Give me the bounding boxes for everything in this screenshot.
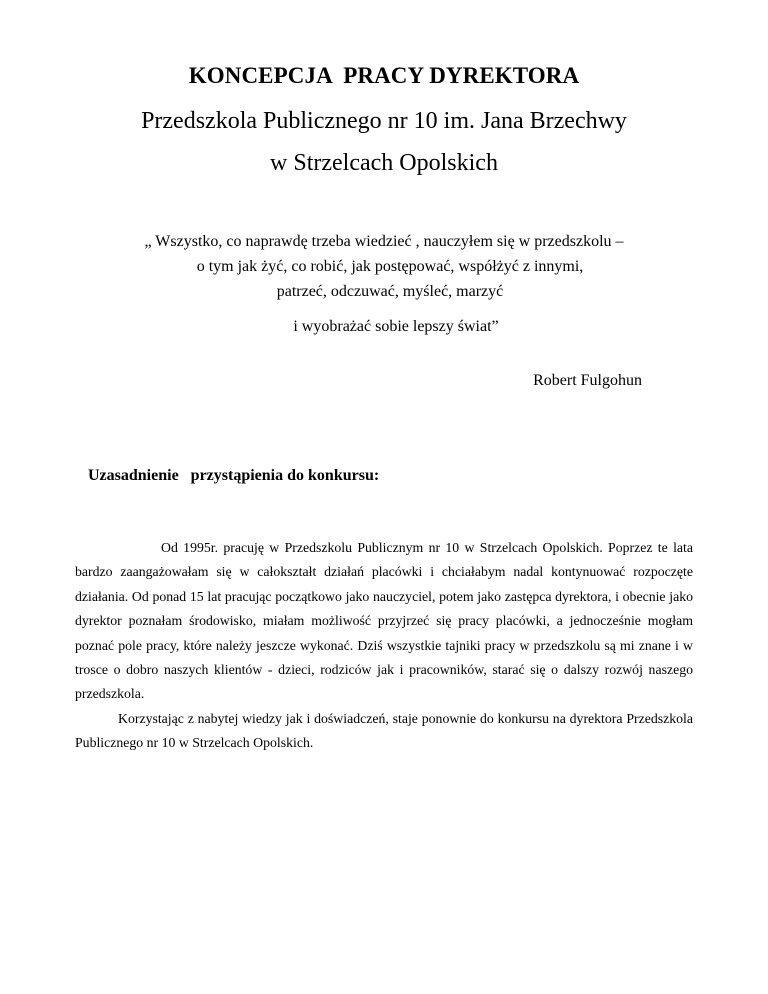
body-text	[75, 536, 693, 756]
quote-line-2: o tym jak żyć, co robić, jak postępować, współżyć z innymi,	[196, 258, 584, 275]
quote-line-1: „ Wszystko, co naprawdę trzeba wiedzieć , nauczyłem się w przedszkolu –	[144, 233, 624, 250]
document-subtitle-line2: w Strzelcach Opolskich	[270, 150, 498, 176]
quote-author: Robert Fulgohun	[533, 372, 642, 389]
quote-line-4: i wyobrażać sobie lepszy świat”	[293, 318, 499, 335]
section-heading: Uzasadnienie przystąpienia do konkursu:	[88, 467, 380, 484]
paragraph: Od 1995r. pracuję w Przedszkolu Publicznym nr 10 w Strzelcach Opolskich. Poprzez te lata bardzo zaangażowałam się w całokształt działań placówki i chciałabym nadal kontynuować rozpoczęte działania. Od ponad 15 lat pracując początkowo jako nauczyciel, potem jako zastępca dyrektora, i obecnie jako dyrektor poznałam środowisko, miałam możliwość przyjrzeć się pracy placówki, a jednocześnie mogłam poznać pole pracy, które należy jeszcze wykonać. Dziś wszystkie tajniki pracy w przedszkolu są mi znane i w trosce o dobro naszych klientów - dzieci, rodziców jak i pracowników, starać się o dalszy rozwój naszego przedszkola.	[75, 540, 693, 702]
quote-line-3: patrzeć, odczuwać, myśleć, marzyć	[276, 283, 504, 300]
document-subtitle-line1: Przedszkola Publicznego nr 10 im. Jana Brzechwy	[141, 108, 627, 134]
document-title: KONCEPCJA PRACY DYREKTORA	[188, 63, 580, 88]
paragraph: Korzystając z nabytej wiedzy jak i doświadczeń, staje ponownie do konkursu na dyrektora Przedszkola Publicznego nr 10 w Strzelcach Opolskich.	[75, 710, 693, 751]
